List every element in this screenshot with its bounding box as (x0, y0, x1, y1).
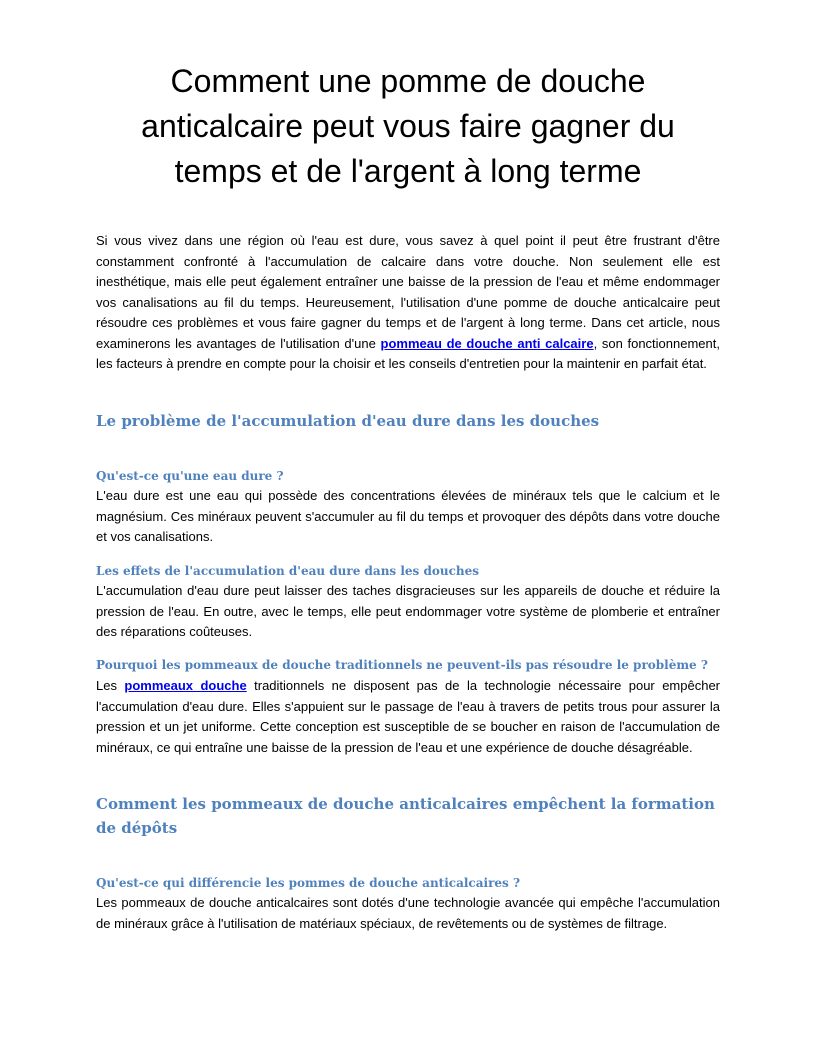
subsection-traditionnels-heading: Pourquoi les pommeaux de douche traditionnels ne peuvent-ils pas résoudre le problème ? (96, 658, 708, 672)
intro-text-after: , son fonctionnement, les facteurs à prendre en compte pour la choisir et les conseils d'entretien pour la maintenir en parfait état. (96, 335, 720, 371)
section-2-heading: Comment les pommeaux de douche anticalcaires empêchent la formation de dépôts (96, 795, 715, 837)
traditionnels-text-before: Les (96, 678, 125, 693)
section-1-heading: Le problème de l'accumulation d'eau dure dans les douches (96, 412, 600, 430)
document-title: Comment une pomme de douche anticalcaire peut vous faire gagner du temps et de l'argent à long terme (141, 63, 675, 189)
intro-text-before: Si vous vivez dans une région où l'eau est dure, vous savez à quel point il peut être frustrant d'être constamment confronté à l'accumulation de calcaire dans votre douche. Non seulement elle est inesthétique, mais elle peut également entraîner une baisse de la pression de l'eau et même endommager vos canalisations au fil du temps. Heureusement, l'utilisation d'une pomme de douche anticalcaire peut résoudre ces problèmes et vous faire gagner du temps et de l'argent à long terme. Dans cet article, nous examinerons les avantages de l'utilisation d'une (96, 233, 720, 351)
subsection-effets-text: L'accumulation d'eau dure peut laisser des taches disgracieuses sur les appareils de douche et réduire la pression de l'eau. En outre, avec le temps, elle peut endommager votre système de plomberie et entraîner des réparations coûteuses. (96, 583, 720, 639)
subsection-difference-heading: Qu'est-ce qui différencie les pommes de douche anticalcaires ? (96, 876, 520, 890)
subsection-eau-dure-text: L'eau dure est une eau qui possède des concentrations élevées de minéraux tels que le calcium et le magnésium. Ces minéraux peuvent s'accumuler au fil du temps et provoquer des dépôts dans votre douche et vos canalisations. (96, 488, 720, 544)
subsection-traditionnels-text (96, 676, 720, 758)
subsection-eau-dure-heading: Qu'est-ce qu'une eau dure ? (96, 469, 284, 483)
traditionnels-text-after: traditionnels ne disposent pas de la technologie nécessaire pour empêcher l'accumulation d'eau dure. Elles s'appuient sur le passage de l'eau à travers de petits trous pour assurer la pression et un jet uniforme. Cette conception est susceptible de se boucher en raison de l'accumulation de minéraux, ce qui entraîne une baisse de la pression de l'eau et une expérience de douche désagréable. (96, 678, 721, 755)
subsection-effets-heading: Les effets de l'accumulation d'eau dure dans les douches (96, 564, 480, 578)
pommeau-anti-calcaire-link[interactable]: pommeau de douche anti calcaire (380, 335, 594, 351)
pommeaux-douche-link[interactable]: pommeaux douche (124, 678, 247, 693)
intro-paragraph (96, 231, 720, 375)
subsection-difference-text: Les pommeaux de douche anticalcaires sont dotés d'une technologie avancée qui empêche l'accumulation de minéraux grâce à l'utilisation de matériaux spéciaux, de revêtements ou de systèmes de filtrage. (96, 895, 720, 931)
